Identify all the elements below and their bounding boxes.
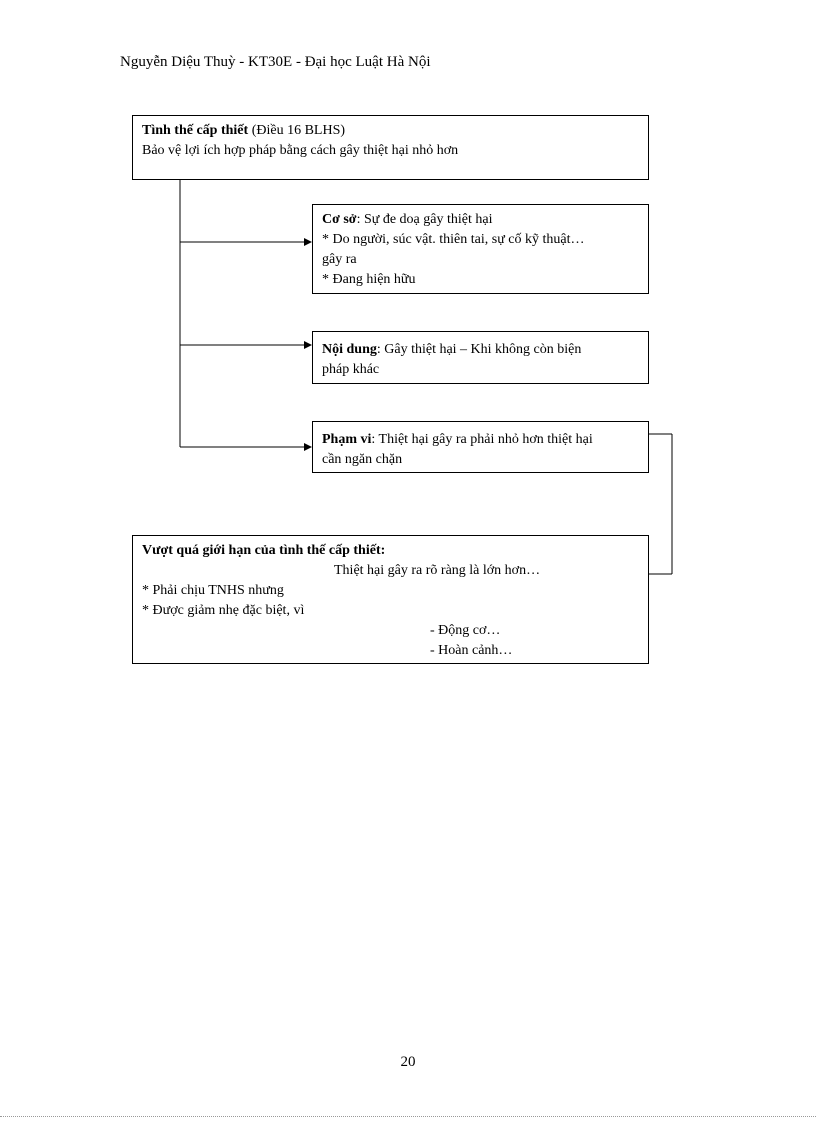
box-coso-line4: * Đang hiện hữu	[322, 272, 416, 287]
box-noidung-title: Nội dung	[322, 342, 377, 357]
box-vuot-line6: - Hoàn cảnh…	[430, 643, 513, 658]
box-vuot-line4: * Được giảm nhẹ đặc biệt, vì	[142, 603, 305, 618]
box-coso-line2: * Do người, súc vật. thiên tai, sự cố kỹ thuật…	[322, 232, 585, 247]
box-main-title-suffix: (Điều 16 BLHS)	[248, 123, 346, 138]
box-noidung-title-suffix: : Gây thiệt hại – Khi không còn biện	[376, 342, 582, 357]
box-coso-title: Cơ sở	[322, 212, 357, 227]
box-tinh-the-cap-thiet	[132, 115, 649, 180]
box-vuot-line5: - Động cơ…	[430, 623, 501, 638]
box-coso-line3: gây ra	[322, 252, 357, 267]
page-number: 20	[400, 1054, 416, 1070]
box-coso-title-suffix: : Sự đe doạ gây thiệt hại	[356, 212, 493, 227]
box-pham-vi	[312, 421, 649, 473]
box-co-so	[312, 204, 649, 294]
box-vuot-line2: Thiệt hại gây ra rõ ràng là lớn hơn…	[334, 563, 541, 578]
box-vuot-line3: * Phải chịu TNHS nhưng	[142, 583, 284, 598]
box-main-title: Tình thế cấp thiết	[142, 123, 249, 138]
box-phamvi-title-suffix: : Thiệt hại gây ra phải nhỏ hơn thiệt hại	[371, 432, 593, 447]
box-main-line2: Bảo vệ lợi ích hợp pháp bằng cách gây thiệt hại nhỏ hơn	[142, 143, 459, 158]
page-header: Nguyễn Diệu Thuỳ - KT30E - Đại học Luật Hà Nội	[120, 54, 431, 70]
box-noidung-line2: pháp khác	[322, 362, 380, 377]
box-phamvi-line2: cần ngăn chặn	[322, 452, 403, 467]
box-phamvi-title: Phạm vi	[322, 432, 372, 447]
footer-divider	[0, 1116, 816, 1117]
box-noi-dung	[312, 331, 649, 384]
box-vuot-title: Vượt quá giới hạn của tình thế cấp thiết:	[142, 543, 386, 558]
box-vuot-qua-gioi-han	[132, 535, 649, 664]
